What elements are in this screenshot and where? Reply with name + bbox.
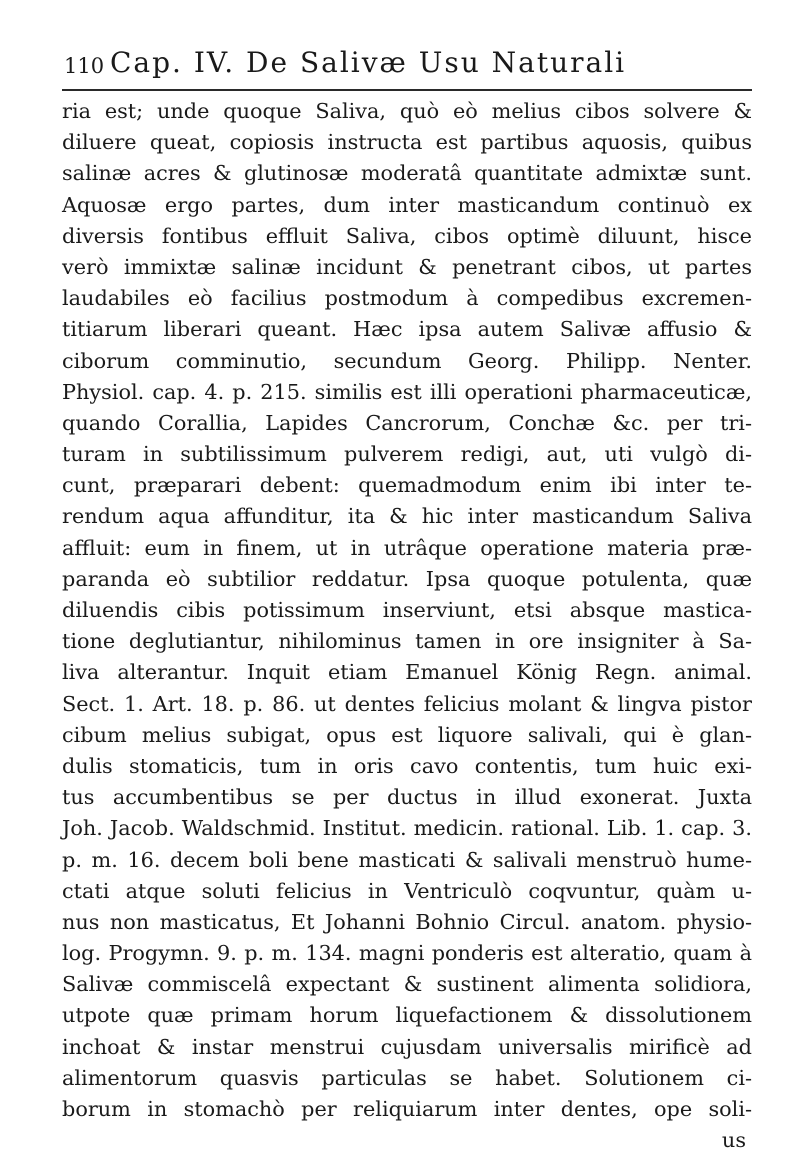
- body-text: [62, 96, 752, 1156]
- text-line: tus accumbentibus se per ductus in illud exonerat. Juxta: [62, 785, 752, 810]
- text-line: quando Corallia, Lapides Cancrorum, Conchæ &c. per tri-: [62, 410, 752, 435]
- text-line: cunt, præparari debent: quemadmodum enim ibi inter te-: [62, 473, 752, 498]
- text-line: diluendis cibis potissimum inserviunt, etsi absque mastica-: [62, 598, 752, 622]
- running-head: Cap. IV. De Salivæ Usu Naturali: [110, 46, 627, 79]
- text-line: turam in subtilissimum pulverem redigi, aut, uti vulgò di-: [62, 442, 752, 467]
- text-line: Aquosæ ergo partes, dum inter masticandum continuò ex: [62, 192, 752, 217]
- header-rule: [62, 89, 752, 91]
- text-line: Sect. 1. Art. 18. p. 86. ut dentes felicius molant & lingva pistor: [62, 691, 752, 716]
- text-line: inchoat & instar menstrui cujusdam universalis mirificè ad: [62, 1034, 752, 1059]
- text-line: cibum melius subigat, opus est liquore salivali, qui è glan-: [62, 722, 752, 747]
- text-line: verò immixtæ salinæ incidunt & penetrant cibos, ut partes: [62, 254, 752, 279]
- text-line: titiarum liberari queant. Hæc ipsa autem Salivæ affusio &: [62, 317, 752, 342]
- page-number: 110: [64, 54, 105, 78]
- text-line: affluit: eum in finem, ut in utrâque operatione materia præ-: [62, 535, 752, 560]
- text-line: dulis stomaticis, tum in oris cavo contentis, tum huic exi-: [62, 753, 752, 778]
- page-header: [62, 46, 752, 90]
- text-line: ciborum comminutio, secundum Georg. Philipp. Nenter.: [62, 348, 752, 373]
- text-line: ctati atque soluti felicius in Ventriculò coqvuntur, quàm u-: [62, 878, 752, 903]
- text-line: laudabiles eò facilius postmodum à compedibus excremen-: [62, 286, 752, 311]
- catchword: us: [721, 1128, 746, 1153]
- text-line: diluere queat, copiosis instructa est partibus aquosis, quibus: [62, 130, 752, 155]
- text-line: ria est; unde quoque Saliva, quò eò melius cibos solvere &: [62, 99, 752, 123]
- text-line: alimentorum quasvis particulas se habet. Solutionem ci-: [62, 1065, 752, 1090]
- text-line: rendum aqua affunditur, ita & hic inter masticandum Saliva: [62, 504, 752, 529]
- text-line: salinæ acres & glutinosæ moderatâ quantitate admixtæ sunt.: [62, 161, 752, 186]
- text-line: borum in stomachò per reliquiarum inter dentes, ope soli-: [62, 1097, 752, 1121]
- text-line: tione deglutiantur, nihilominus tamen in ore insigniter à Sa-: [62, 629, 752, 654]
- text-line: utpote quæ primam horum liquefactionem & dissolutionem: [62, 1003, 752, 1028]
- text-line: paranda eò subtilior reddatur. Ipsa quoque potulenta, quæ: [62, 566, 752, 591]
- text-line: liva alterantur. Inquit etiam Emanuel König Regn. animal.: [62, 660, 752, 685]
- text-line: Physiol. cap. 4. p. 215. similis est illi operationi pharmaceuticæ,: [62, 379, 752, 404]
- text-line: p. m. 16. decem boli bene masticati & salivali menstruò hume-: [62, 847, 752, 872]
- text-line: Salivæ commiscelâ expectant & sustinent alimenta solidiora,: [62, 972, 752, 997]
- text-line: nus non masticatus, Et Johanni Bohnio Circul. anatom. physio-: [62, 909, 752, 934]
- text-line: log. Progymn. 9. p. m. 134. magni ponderis est alteratio, quam à: [62, 941, 752, 966]
- text-line: diversis fontibus effluit Saliva, cibos optimè diluunt, hisce: [62, 223, 752, 248]
- text-line: Joh. Jacob. Waldschmid. Institut. medicin. rational. Lib. 1. cap. 3.: [62, 816, 752, 841]
